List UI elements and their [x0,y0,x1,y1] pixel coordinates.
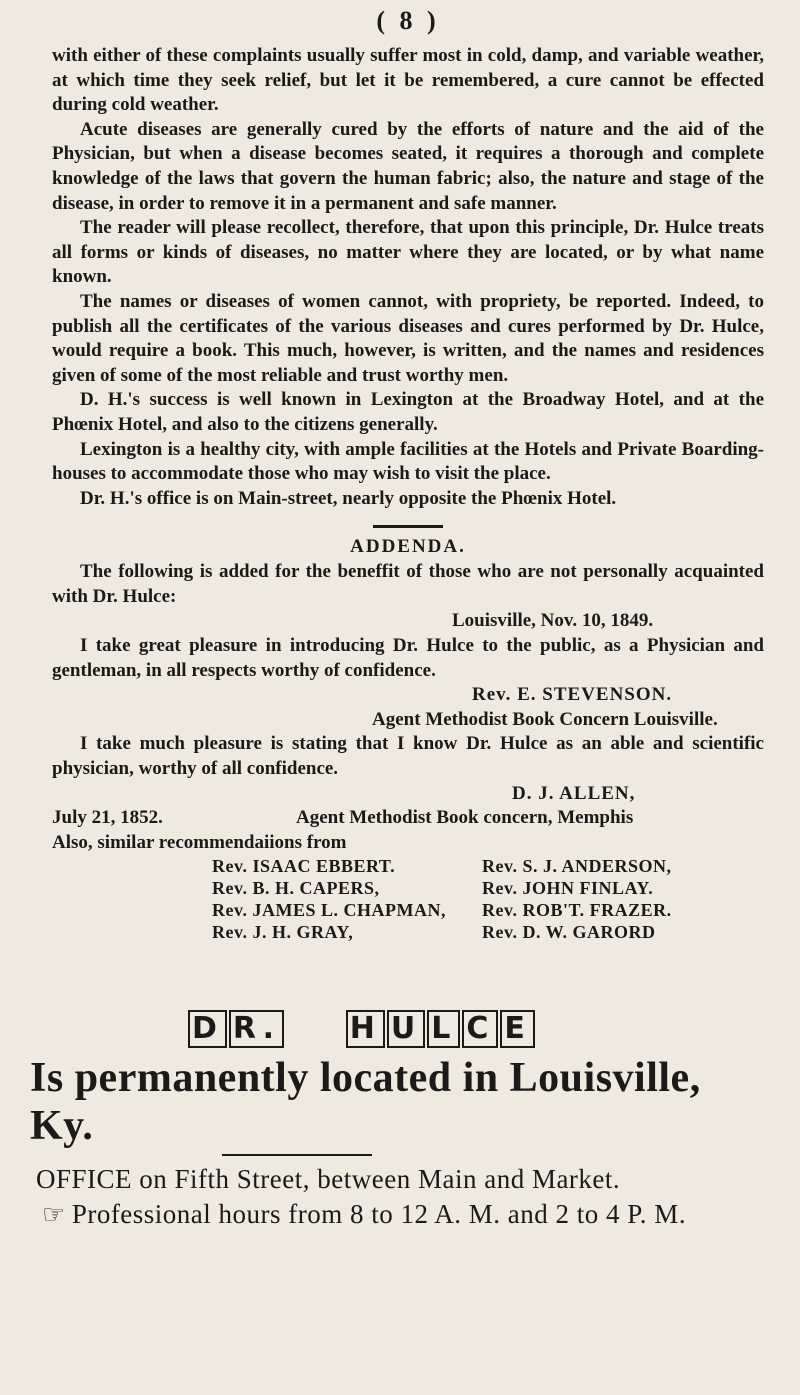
paragraph-principle: The reader will please recollect, therefore, that upon this principle, Dr. Hulce treats all forms or kinds of diseases, no matter where they are located, or by what name known. [52,217,764,288]
paragraph-intro: with either of these complaints usually suffer most in cold, damp, and variable weather, at which time they seek relief, but let it be remembered, a cure cannot be effected during cold weather. [52,45,764,116]
section-divider [373,525,443,528]
reference-item: Rev. B. H. CAPERS, [212,878,380,899]
name-letter: D [188,1010,227,1048]
paragraph-office-location: Dr. H.'s office is on Main-street, nearly opposite the Phœnix Hotel. [80,487,617,509]
letter2-signer: D. J. ALLEN, [512,782,636,804]
reference-item: Rev. JAMES L. CHAPMAN, [212,900,446,921]
doctor-name-banner [52,1003,764,1048]
name-letter: L [427,1010,460,1048]
name-letter: C [462,1010,498,1048]
letter2-date: July 21, 1852. [52,807,163,829]
name-letter: U [387,1010,425,1048]
name-letter: E [500,1010,535,1048]
reference-item: Rev. S. J. ANDERSON, [482,856,672,877]
page-number: ( 8 ) [376,6,440,35]
reference-item: Rev. D. W. GARORD [482,922,656,943]
ad-headline: Is permanently located in Louisville, Ky. [30,1055,701,1150]
reference-item: Rev. ROB'T. FRAZER. [482,900,672,921]
reference-item: Rev. J. H. GRAY, [212,922,354,943]
addenda-heading: ADDENDA. [350,536,466,558]
letter2-body: I take much pleasure is stating that I know Dr. Hulce as an able and scientific physician, worthy of all confidence. [52,733,764,780]
ad-underline [222,1154,372,1156]
ad-hours: Professional hours from 8 to 12 A. M. and 2 to 4 P. M. [71,1199,687,1230]
name-letter: R. [229,1010,284,1048]
letter1-signer: Rev. E. STEVENSON. [472,684,673,706]
ad-office-address: OFFICE on Fifth Street, between Main and Market. [36,1164,621,1195]
pointing-hand-icon: ☞ [42,1200,66,1230]
paragraph-lexington-city: Lexington is a healthy city, with ample facilities at the Hotels and Private Boarding-houses to accommodate those who may wish to visit the place. [52,438,764,485]
advertisement [30,1003,764,1230]
paragraph-acute-diseases: Acute diseases are generally cured by the efforts of nature and the aid of the Physician, but when a disease becomes seated, it requires a thorough and complete knowledge of the laws that govern the human fabric; also, the nature and stage of the disease, in order to remove it in a permanent and safe manner. [52,118,764,214]
letter1-signer-title: Agent Methodist Book Concern Louisville. [372,708,718,730]
letter2-signer-title: Agent Methodist Book concern, Memphis [296,807,634,829]
reference-item: Rev. JOHN FINLAY. [482,878,654,899]
letter2-date-row [52,806,764,831]
addenda-intro: The following is added for the beneffit of those who are not personally acquainted with Dr. Hulce: [52,561,764,607]
paragraph-diseases-of-women: The names or diseases of women cannot, with propriety, be reported. Indeed, to publish all the certificates of the various diseases and cures performed by Dr. Hulce, would require a book. This much, however, is written, and the names and residences given of some of the most reliable and trust worthy men. [52,290,764,386]
letter1-dateline: Louisville, Nov. 10, 1849. [452,610,654,632]
references-list [52,855,764,943]
reference-item: Rev. ISAAC EBBERT. [212,856,396,877]
letter1-body: I take great pleasure in introducing Dr. Hulce to the public, as a Physician and gentleman, in all respects worthy of confidence. [52,635,764,681]
name-letter: H [346,1010,385,1048]
paragraph-success-lexington: D. H.'s success is well known in Lexington at the Broadway Hotel, and at the Phœnix Hotel, and also to the citizens generally. [52,389,764,435]
ad-hours-row [42,1199,764,1230]
also-recommendations-line: Also, similar recommendaiions from [52,831,347,853]
